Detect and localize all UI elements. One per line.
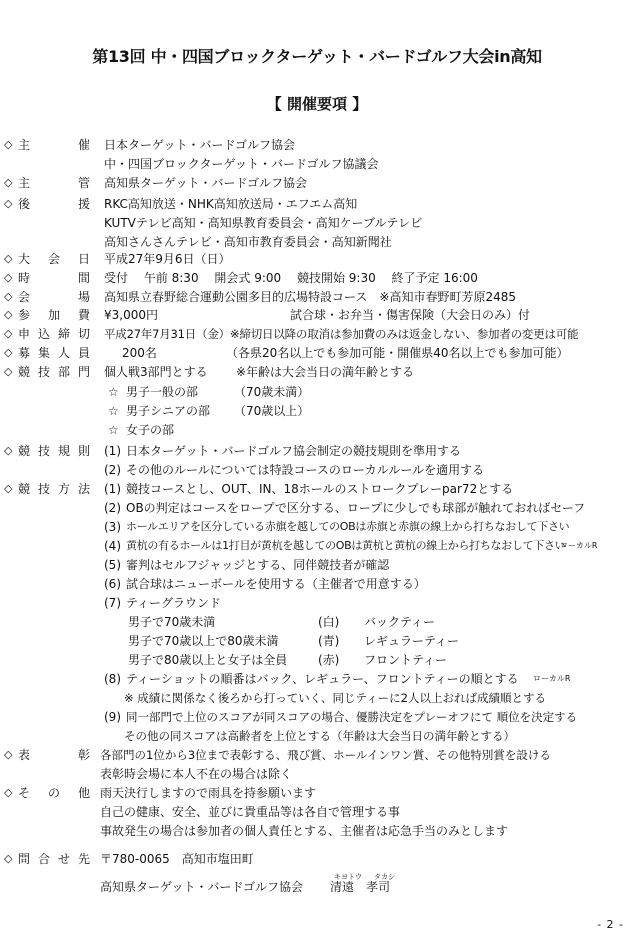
tee-row [0, 651, 634, 669]
method-note-row [0, 727, 634, 745]
section-label-char: 競 [18, 365, 31, 379]
capacity-count: 200名 [122, 346, 157, 360]
division-name: 男子一般の部 [126, 385, 199, 399]
method-text: 黄杭の有るホールは1打目が黄杭を越してのOBは黄杭と黄杭の線上から打ちなおして下さい [126, 539, 566, 552]
support-text: 高知さんさんテレビ・高知市教育委員会・高知新聞社 [104, 235, 392, 249]
section-label-char: 場 [77, 290, 90, 304]
method-note-row [0, 689, 634, 707]
venue-row [0, 288, 634, 306]
organizer-row [0, 174, 634, 192]
diamond-bullet-icon: ◇ [4, 290, 13, 303]
method-text: 審判はセルフジャッジとする、同伴競技者が確認 [126, 558, 390, 572]
document-subtitle: 【 開催要項 】 [266, 95, 368, 113]
section-label-char: そ [18, 786, 31, 800]
section-label-char: 競 [18, 444, 31, 458]
rule-number: (2) [104, 463, 121, 477]
host-row-2 [0, 155, 634, 173]
division-age: （70歳未満） [234, 385, 310, 399]
capacity-row [0, 344, 634, 362]
date-text: 平成27年9月6日（日） [104, 252, 231, 266]
tee-name: バックティー [364, 615, 436, 629]
ruby-family: キヨトウ [334, 873, 362, 881]
divisions-row [0, 363, 634, 381]
section-label-char: 時 [18, 271, 31, 285]
method-item-row [0, 499, 634, 517]
organizer-text: 高知県ターゲット・バードゴルフ協会 [104, 176, 308, 190]
diamond-bullet-icon: ◇ [4, 852, 13, 865]
method-number: (8) [104, 672, 121, 686]
section-label-char: 間 [77, 271, 90, 285]
section-label-char: 部 [57, 365, 70, 379]
section-label-char: 競 [18, 482, 31, 496]
host-row [0, 136, 634, 154]
method-note: ※ 成績に関係なく後ろから打っていく、同じティーに2人以上おれば成績順とする [124, 691, 546, 705]
other-text: 自己の健康、安全、並びに貴重品等は各自で管理する事 [100, 805, 401, 819]
method-number: (4) [104, 539, 121, 553]
local-rule-note: ローカルR [560, 541, 598, 550]
section-label-char: 締 [57, 327, 70, 341]
rule-number: (1) [104, 444, 121, 458]
venue-text: 高知県立春野総合運動公園多目的広場特設コース ※高知市春野町芳原2485 [104, 290, 516, 304]
date-row [0, 250, 634, 268]
deadline-text: 平成27年7月31日（金）※締切日以降の取消は参加費のみは返金しない、参加者の変更は可能 [104, 327, 579, 341]
support-text: KUTVテレビ高知・高知県教育委員会・高知ケーブルテレビ [104, 216, 423, 230]
section-label-char: 先 [77, 852, 90, 866]
section-label-char: 会 [47, 252, 60, 266]
support-row-3 [0, 233, 634, 251]
section-label [18, 306, 90, 324]
section-label-char: 技 [37, 482, 50, 496]
method-item-row [0, 518, 634, 536]
contact-row-2 [0, 878, 634, 896]
section-label-char: 会 [18, 290, 31, 304]
fee-amount: ¥3,000円 [104, 308, 158, 322]
method-text: OBの判定はコースをロープで区分する、ロープに少しでも球部が触れておればセーフ [126, 501, 586, 515]
diamond-bullet-icon: ◇ [4, 365, 13, 378]
section-label-char: せ [57, 852, 70, 866]
other-row-3 [0, 822, 634, 840]
method-item-row [0, 670, 634, 688]
awards-text: 各部門の1位から3位まで表彰する、飛び賞、ホールインワン賞、その他特別賞を設ける [100, 748, 551, 762]
diamond-bullet-icon: ◇ [4, 138, 13, 151]
star-icon: ☆ [108, 385, 119, 399]
rule-text: 日本ターゲット・バードゴルフ協会制定の競技規則を準用する [126, 444, 462, 458]
fee-note: 試合球・お弁当・傷害保険（大会日のみ）付 [290, 308, 531, 322]
section-label [18, 442, 90, 460]
divisions-note: ※年齢は大会当日の満年齢とする [236, 365, 415, 379]
rules-row [0, 442, 634, 460]
tee-name: フロントティー [364, 653, 448, 667]
method-item-row [0, 708, 634, 726]
section-label-char: 表 [18, 748, 31, 762]
tee-player-group: 男子で70歳未満 [128, 615, 216, 629]
diamond-bullet-icon: ◇ [4, 482, 13, 495]
diamond-bullet-icon: ◇ [4, 176, 13, 189]
support-row [0, 195, 634, 213]
contact-organization: 高知県ターゲット・バードゴルフ協会 [100, 880, 304, 894]
diamond-bullet-icon: ◇ [4, 786, 13, 799]
section-label [18, 269, 90, 287]
awards-row [0, 746, 634, 764]
star-icon: ☆ [108, 404, 119, 418]
method-text: 競技コースとし、OUT、IN、18ホールのストロークプレーpar72とする [126, 482, 514, 496]
method-text: ティーショットの順番はバック、レギュラー、フロントティーの順とする [126, 672, 519, 686]
diamond-bullet-icon: ◇ [4, 444, 13, 457]
method-item-row [0, 537, 634, 555]
method-item-row [0, 556, 634, 574]
tee-color: (白) [318, 615, 340, 629]
method-number: (3) [104, 520, 121, 534]
section-label [18, 784, 90, 802]
section-label-char: 問 [18, 852, 31, 866]
method-text: 同一部門で上位のスコアが同スコアの場合、優勝決定をプレーオフにて 順位を決定する [126, 710, 578, 724]
deadline-row [0, 325, 634, 343]
section-label-char: 主 [18, 138, 31, 152]
section-label-char: 込 [37, 327, 50, 341]
diamond-bullet-icon: ◇ [4, 252, 13, 265]
other-row [0, 784, 634, 802]
section-label-char: 合 [37, 852, 50, 866]
tee-row [0, 632, 634, 650]
section-label-char: 切 [77, 327, 90, 341]
contact-row [0, 850, 634, 868]
method-number: (6) [104, 577, 121, 591]
section-label-char: 他 [77, 786, 90, 800]
time-row [0, 269, 634, 287]
time-text: 受付 午前 8:30 開会式 9:00 競技開始 9:30 終了予定 16:00 [104, 271, 478, 285]
other-row-2 [0, 803, 634, 821]
divisions-main: 個人戦3部門とする [104, 365, 208, 379]
fee-row [0, 306, 634, 324]
tee-color: (赤) [318, 653, 340, 667]
awards-text: 表彰時会場に本人不在の場合は除く [100, 767, 293, 781]
page-number: - 2 - [597, 918, 624, 931]
division-item-row [0, 383, 634, 401]
contact-address: 〒780-0065 高知市塩田町 [100, 852, 254, 866]
section-label [18, 195, 90, 213]
section-label-char: 日 [77, 252, 90, 266]
section-label [18, 174, 90, 192]
method-item-row [0, 594, 634, 612]
section-label-char: 方 [57, 482, 70, 496]
tee-row [0, 613, 634, 631]
section-label-char: 申 [18, 327, 31, 341]
tee-color: (青) [318, 634, 340, 648]
section-label-char: 参 [18, 308, 31, 322]
section-label-char: 管 [77, 176, 90, 190]
division-item-row [0, 402, 634, 420]
star-icon: ☆ [108, 423, 119, 437]
method-text: ホールエリアを区分している赤旗を越してのOBは赤旗と赤旗の線上から打ちなおして下さい [126, 520, 570, 533]
method-number: (1) [104, 482, 121, 496]
section-label [18, 746, 90, 764]
diamond-bullet-icon: ◇ [4, 346, 13, 359]
host-text: 中・四国ブロックターゲット・バードゴルフ協議会 [104, 157, 379, 171]
section-label-char: 員 [77, 346, 90, 360]
section-label-char: 催 [77, 138, 90, 152]
method-text: ティーグラウンド [126, 596, 222, 610]
rules-row-2 [0, 461, 634, 479]
diamond-bullet-icon: ◇ [4, 197, 13, 210]
section-label-char: 費 [77, 308, 90, 322]
method-number: (9) [104, 710, 121, 724]
other-text: 事故発生の場合は参加者の個人責任とする、主催者は応急手当のみとします [100, 824, 509, 838]
section-label [18, 136, 90, 154]
section-label [18, 288, 90, 306]
section-label [18, 344, 90, 362]
section-label-char: 技 [37, 444, 50, 458]
section-label [18, 363, 90, 381]
section-label-char: 募 [18, 346, 31, 360]
division-name: 男子シニアの部 [126, 404, 211, 418]
document-title: 第13回 中・四国ブロックターゲット・バードゴルフ大会in高知 [92, 47, 542, 66]
other-text: 雨天決行しますので雨具を持参願います [100, 786, 317, 800]
method-number: (2) [104, 501, 121, 515]
section-label-char: 加 [47, 308, 60, 322]
section-label-char: 技 [37, 365, 50, 379]
section-label-char: の [47, 786, 60, 800]
section-label [18, 250, 90, 268]
host-text: 日本ターゲット・バードゴルフ協会 [104, 138, 296, 152]
section-label-char: 援 [77, 197, 90, 211]
rule-text: その他のルールについては特設コースのローカルルールを適用する [126, 463, 485, 477]
tee-player-group: 男子で70歳以上で80歳未満 [128, 634, 279, 648]
section-label-char: 門 [77, 365, 90, 379]
awards-row-2 [0, 765, 634, 783]
capacity-note: （各県20名以上でも参加可能・開催県40名以上でも参加可能） [226, 346, 569, 360]
method-number: (7) [104, 596, 121, 610]
section-label [18, 480, 90, 498]
section-label-char: 後 [18, 197, 31, 211]
local-rule-note: ローカルR [533, 674, 571, 683]
method-item-row [0, 575, 634, 593]
section-label [18, 325, 90, 343]
section-label-char: 大 [18, 252, 31, 266]
section-label [18, 850, 90, 868]
division-age: （70歳以上） [234, 404, 310, 418]
diamond-bullet-icon: ◇ [4, 327, 13, 340]
division-name: 女子の部 [126, 423, 175, 437]
division-item-row [0, 421, 634, 439]
tee-name: レギュラーティー [364, 634, 460, 648]
section-label-char: 集 [37, 346, 50, 360]
method-text: 試合球はニューボールを使用する（主催者で用意する） [126, 577, 426, 591]
support-text: RKC高知放送・NHK高知放送局・エフエム高知 [104, 197, 358, 211]
section-label-char: 則 [77, 444, 90, 458]
method-item-row [0, 480, 634, 498]
contact-person: 清遠 孝司 [330, 880, 391, 894]
tee-player-group: 男子で80歳以上と女子は全員 [128, 653, 288, 667]
section-label-char: 人 [57, 346, 70, 360]
diamond-bullet-icon: ◇ [4, 271, 13, 284]
diamond-bullet-icon: ◇ [4, 308, 13, 321]
method-note: その他の同スコアは高齢者を上位とする（年齢は大会当日の満年齢とする） [124, 729, 515, 743]
support-row-2 [0, 214, 634, 232]
diamond-bullet-icon: ◇ [4, 748, 13, 761]
method-number: (5) [104, 558, 121, 572]
section-label-char: 彰 [77, 748, 90, 762]
section-label-char: 規 [57, 444, 70, 458]
section-label-char: 主 [18, 176, 31, 190]
ruby-given: タカシ [374, 873, 395, 881]
section-label-char: 法 [77, 482, 90, 496]
